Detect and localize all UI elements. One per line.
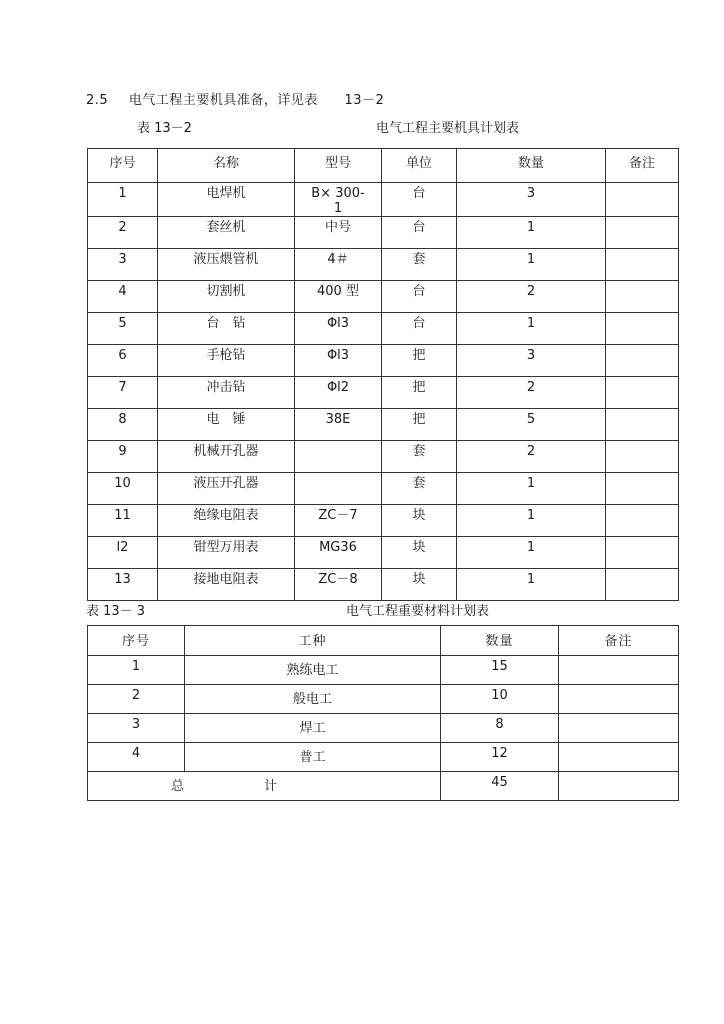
equipment-qty: 1 (457, 313, 606, 345)
equipment-note (606, 345, 679, 377)
row-number: 5 (88, 313, 158, 345)
equipment-qty: 1 (457, 217, 606, 249)
row-number: 1 (88, 656, 185, 685)
equipment-unit: 把 (382, 377, 457, 409)
table-row (88, 409, 679, 441)
equipment-name: 台 钻 (158, 313, 295, 345)
equipment-model (295, 441, 382, 473)
section-text: 电气工程主要机具准备，详见表 (128, 93, 318, 108)
table1-title: 电气工程主要机具计划表 (376, 121, 520, 136)
row-number: 10 (88, 473, 158, 505)
trade-name: 焊工 (185, 714, 441, 743)
equipment-qty: 1 (457, 505, 606, 537)
equipment-name: 切割机 (158, 281, 295, 313)
equipment-name: 电焊机 (158, 183, 295, 217)
equipment-name: 电 锤 (158, 409, 295, 441)
equipment-model: 4＃ (295, 249, 382, 281)
equipment-unit: 块 (382, 569, 457, 601)
table-row (88, 281, 679, 313)
equipment-note (606, 313, 679, 345)
equipment-note (606, 441, 679, 473)
table-row (88, 569, 679, 601)
equipment-note (606, 183, 679, 217)
equipment-qty: 3 (457, 345, 606, 377)
equipment-unit: 台 (382, 281, 457, 313)
equipment-note (606, 505, 679, 537)
equipment-model: Φl3 (295, 313, 382, 345)
equipment-model: 中号 (295, 217, 382, 249)
col-header-note: 备注 (559, 626, 679, 656)
row-number: 9 (88, 441, 158, 473)
row-number: 1 (88, 183, 158, 217)
total-row (88, 772, 679, 801)
row-number: 2 (88, 217, 158, 249)
total-note (559, 772, 679, 801)
equipment-model: B× 300-1 (295, 183, 382, 217)
row-number: 11 (88, 505, 158, 537)
equipment-name: 接地电阻表 (158, 569, 295, 601)
table-row (88, 505, 679, 537)
equipment-note (606, 537, 679, 569)
table-row (88, 377, 679, 409)
equipment-qty: 1 (457, 473, 606, 505)
table-row (88, 217, 679, 249)
total-qty: 45 (441, 772, 559, 801)
equipment-model: 400 型 (295, 281, 382, 313)
table-row (88, 345, 679, 377)
equipment-qty: 5 (457, 409, 606, 441)
row-number: 7 (88, 377, 158, 409)
table-row (88, 183, 679, 217)
row-number: 4 (88, 743, 185, 772)
row-number: 2 (88, 685, 185, 714)
row-number: 13 (88, 569, 158, 601)
equipment-qty: 1 (457, 537, 606, 569)
col-header-no: 序号 (88, 149, 158, 183)
table1-header-row (88, 149, 679, 183)
equipment-qty: 1 (457, 569, 606, 601)
table1-label: 表 13－2 (137, 121, 192, 136)
col-header-trade: 工种 (185, 626, 441, 656)
equipment-model: ZC－8 (295, 569, 382, 601)
row-number: 4 (88, 281, 158, 313)
trade-note (559, 685, 679, 714)
table-row (88, 249, 679, 281)
col-header-model: 型号 (295, 149, 382, 183)
equipment-unit: 台 (382, 183, 457, 217)
trade-qty: 8 (441, 714, 559, 743)
col-header-no: 序号 (88, 626, 185, 656)
equipment-note (606, 217, 679, 249)
equipment-name: 钳型万用表 (158, 537, 295, 569)
equipment-unit: 把 (382, 409, 457, 441)
section-table-ref: 13－2 (344, 93, 385, 108)
row-number: l2 (88, 537, 158, 569)
row-number: 6 (88, 345, 158, 377)
equipment-model (295, 473, 382, 505)
equipment-table (87, 148, 679, 601)
equipment-model: Φl2 (295, 377, 382, 409)
section-heading (86, 89, 384, 108)
trade-qty: 15 (441, 656, 559, 685)
equipment-name: 套丝机 (158, 217, 295, 249)
trade-qty: 12 (441, 743, 559, 772)
col-header-note: 备注 (606, 149, 679, 183)
equipment-name: 液压开孔器 (158, 473, 295, 505)
equipment-unit: 把 (382, 345, 457, 377)
table2-title: 电气工程重要材料计划表 (346, 604, 490, 619)
table-row (88, 743, 679, 772)
trade-name: 般电工 (185, 685, 441, 714)
equipment-name: 绝缘电阻表 (158, 505, 295, 537)
equipment-unit: 台 (382, 217, 457, 249)
equipment-model: MG36 (295, 537, 382, 569)
equipment-qty: 3 (457, 183, 606, 217)
col-header-unit: 单位 (382, 149, 457, 183)
table-row (88, 656, 679, 685)
trade-note (559, 743, 679, 772)
equipment-unit: 台 (382, 313, 457, 345)
equipment-note (606, 281, 679, 313)
equipment-unit: 块 (382, 537, 457, 569)
table2-label: 表 13－ 3 (86, 604, 146, 619)
equipment-model: Φl3 (295, 345, 382, 377)
equipment-unit: 套 (382, 441, 457, 473)
equipment-note (606, 249, 679, 281)
equipment-unit: 套 (382, 249, 457, 281)
equipment-qty: 2 (457, 281, 606, 313)
equipment-qty: 2 (457, 377, 606, 409)
table-row (88, 313, 679, 345)
row-number: 3 (88, 249, 158, 281)
table2-header-row (88, 626, 679, 656)
table-row (88, 441, 679, 473)
table-row (88, 537, 679, 569)
equipment-qty: 1 (457, 249, 606, 281)
table-row (88, 714, 679, 743)
equipment-note (606, 409, 679, 441)
total-label: 总计 (88, 772, 441, 801)
equipment-note (606, 473, 679, 505)
section-number: 2.5 (86, 93, 109, 108)
trade-note (559, 656, 679, 685)
table-row (88, 473, 679, 505)
col-header-name: 名称 (158, 149, 295, 183)
col-header-qty: 数量 (441, 626, 559, 656)
row-number: 3 (88, 714, 185, 743)
equipment-name: 液压煨管机 (158, 249, 295, 281)
trade-name: 熟练电工 (185, 656, 441, 685)
equipment-note (606, 377, 679, 409)
equipment-qty: 2 (457, 441, 606, 473)
equipment-model: 38E (295, 409, 382, 441)
row-number: 8 (88, 409, 158, 441)
equipment-name: 冲击钻 (158, 377, 295, 409)
table-row (88, 685, 679, 714)
labor-table (87, 625, 679, 801)
equipment-note (606, 569, 679, 601)
trade-qty: 10 (441, 685, 559, 714)
trade-name: 普工 (185, 743, 441, 772)
col-header-qty: 数量 (457, 149, 606, 183)
equipment-model: ZC－7 (295, 505, 382, 537)
equipment-name: 机械开孔器 (158, 441, 295, 473)
equipment-unit: 套 (382, 473, 457, 505)
equipment-unit: 块 (382, 505, 457, 537)
equipment-name: 手枪钻 (158, 345, 295, 377)
trade-note (559, 714, 679, 743)
